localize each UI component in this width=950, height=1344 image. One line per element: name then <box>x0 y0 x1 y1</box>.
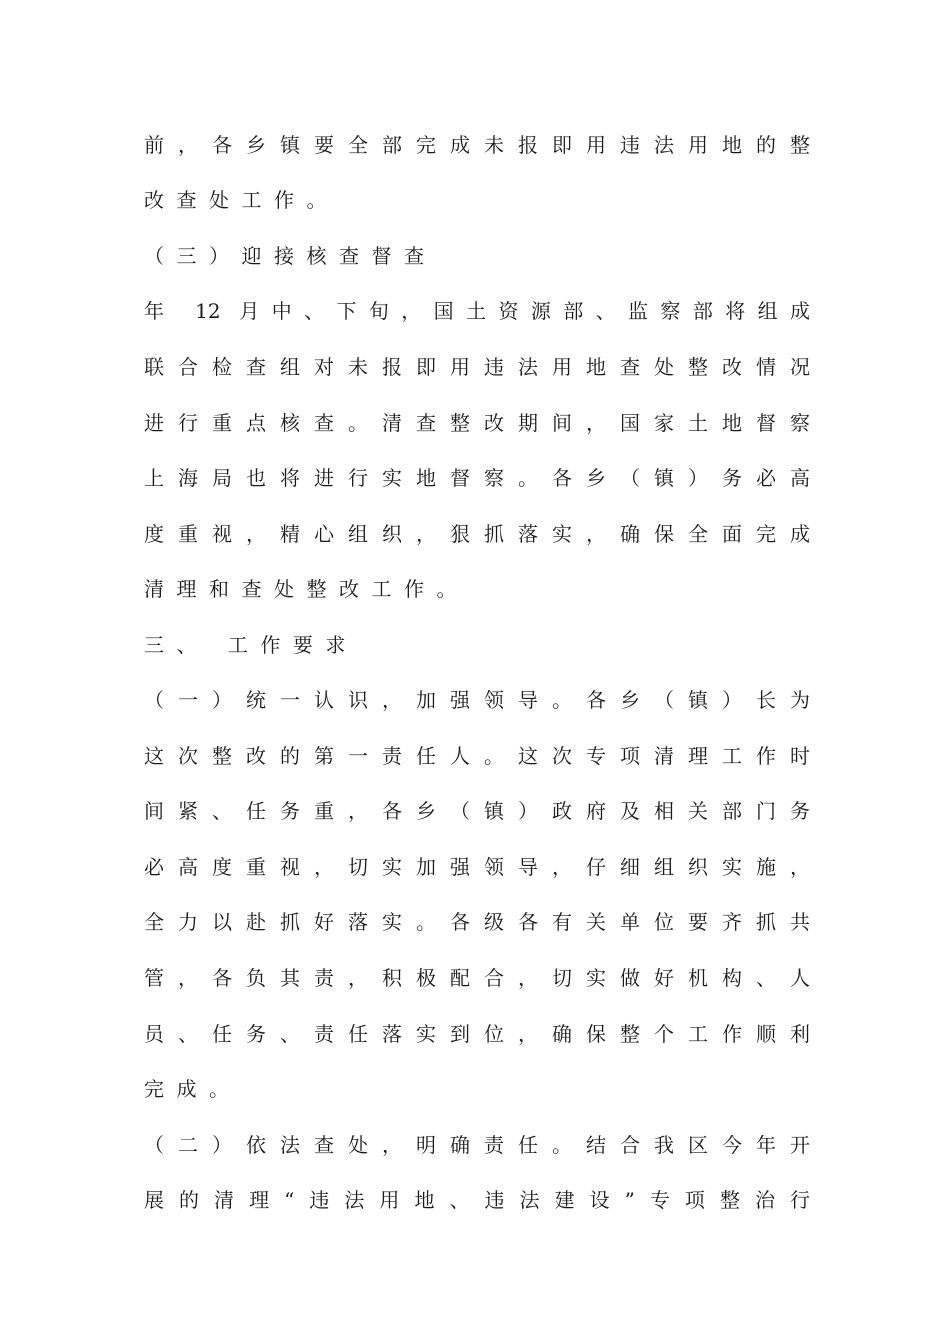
text-line: 完成。 <box>144 1077 242 1101</box>
text-line: 必高度重视，切实加强领导，仔细组织实施， <box>144 855 810 879</box>
text-line: （二）依法查处，明确责任。结合我区今年开 <box>144 1133 810 1157</box>
text-line: 进行重点核查。清查整改期间，国家土地督察 <box>144 411 810 435</box>
text-line: 全力以赴抓好落实。各级各有关单位要齐抓共 <box>144 910 810 934</box>
text-line: 管，各负其责，积极配合，切实做好机构、人 <box>144 966 810 990</box>
text-line: 前，各乡镇要全部完成未报即用违法用地的整 <box>144 133 810 157</box>
text-line: 度重视，精心组织，狠抓落实，确保全面完成 <box>144 522 810 546</box>
text-line: 改查处工作。 <box>144 188 339 212</box>
text-line: 展的清理“违法用地、违法建设”专项整治行 <box>144 1188 810 1212</box>
section-heading: 三、 工作要求 <box>144 633 358 657</box>
text-line: 联合检查组对未报即用违法用地查处整改情况 <box>144 355 810 379</box>
text-line: 上海局也将进行实地督察。各乡（镇）务必高 <box>144 466 810 490</box>
text-line: 年 12 月中、下旬，国土资源部、监察部将组成 <box>144 299 810 323</box>
section-heading: （三）迎接核查督查 <box>144 244 437 268</box>
text-line: 员、任务、责任落实到位，确保整个工作顺利 <box>144 1022 810 1046</box>
text-line: 间紧、任务重，各乡（镇）政府及相关部门务 <box>144 799 810 823</box>
text-line: （一）统一认识，加强领导。各乡（镇）长为 <box>144 688 810 712</box>
text-line: 清理和查处整改工作。 <box>144 577 469 601</box>
text-line: 这次整改的第一责任人。这次专项清理工作时 <box>144 744 810 768</box>
